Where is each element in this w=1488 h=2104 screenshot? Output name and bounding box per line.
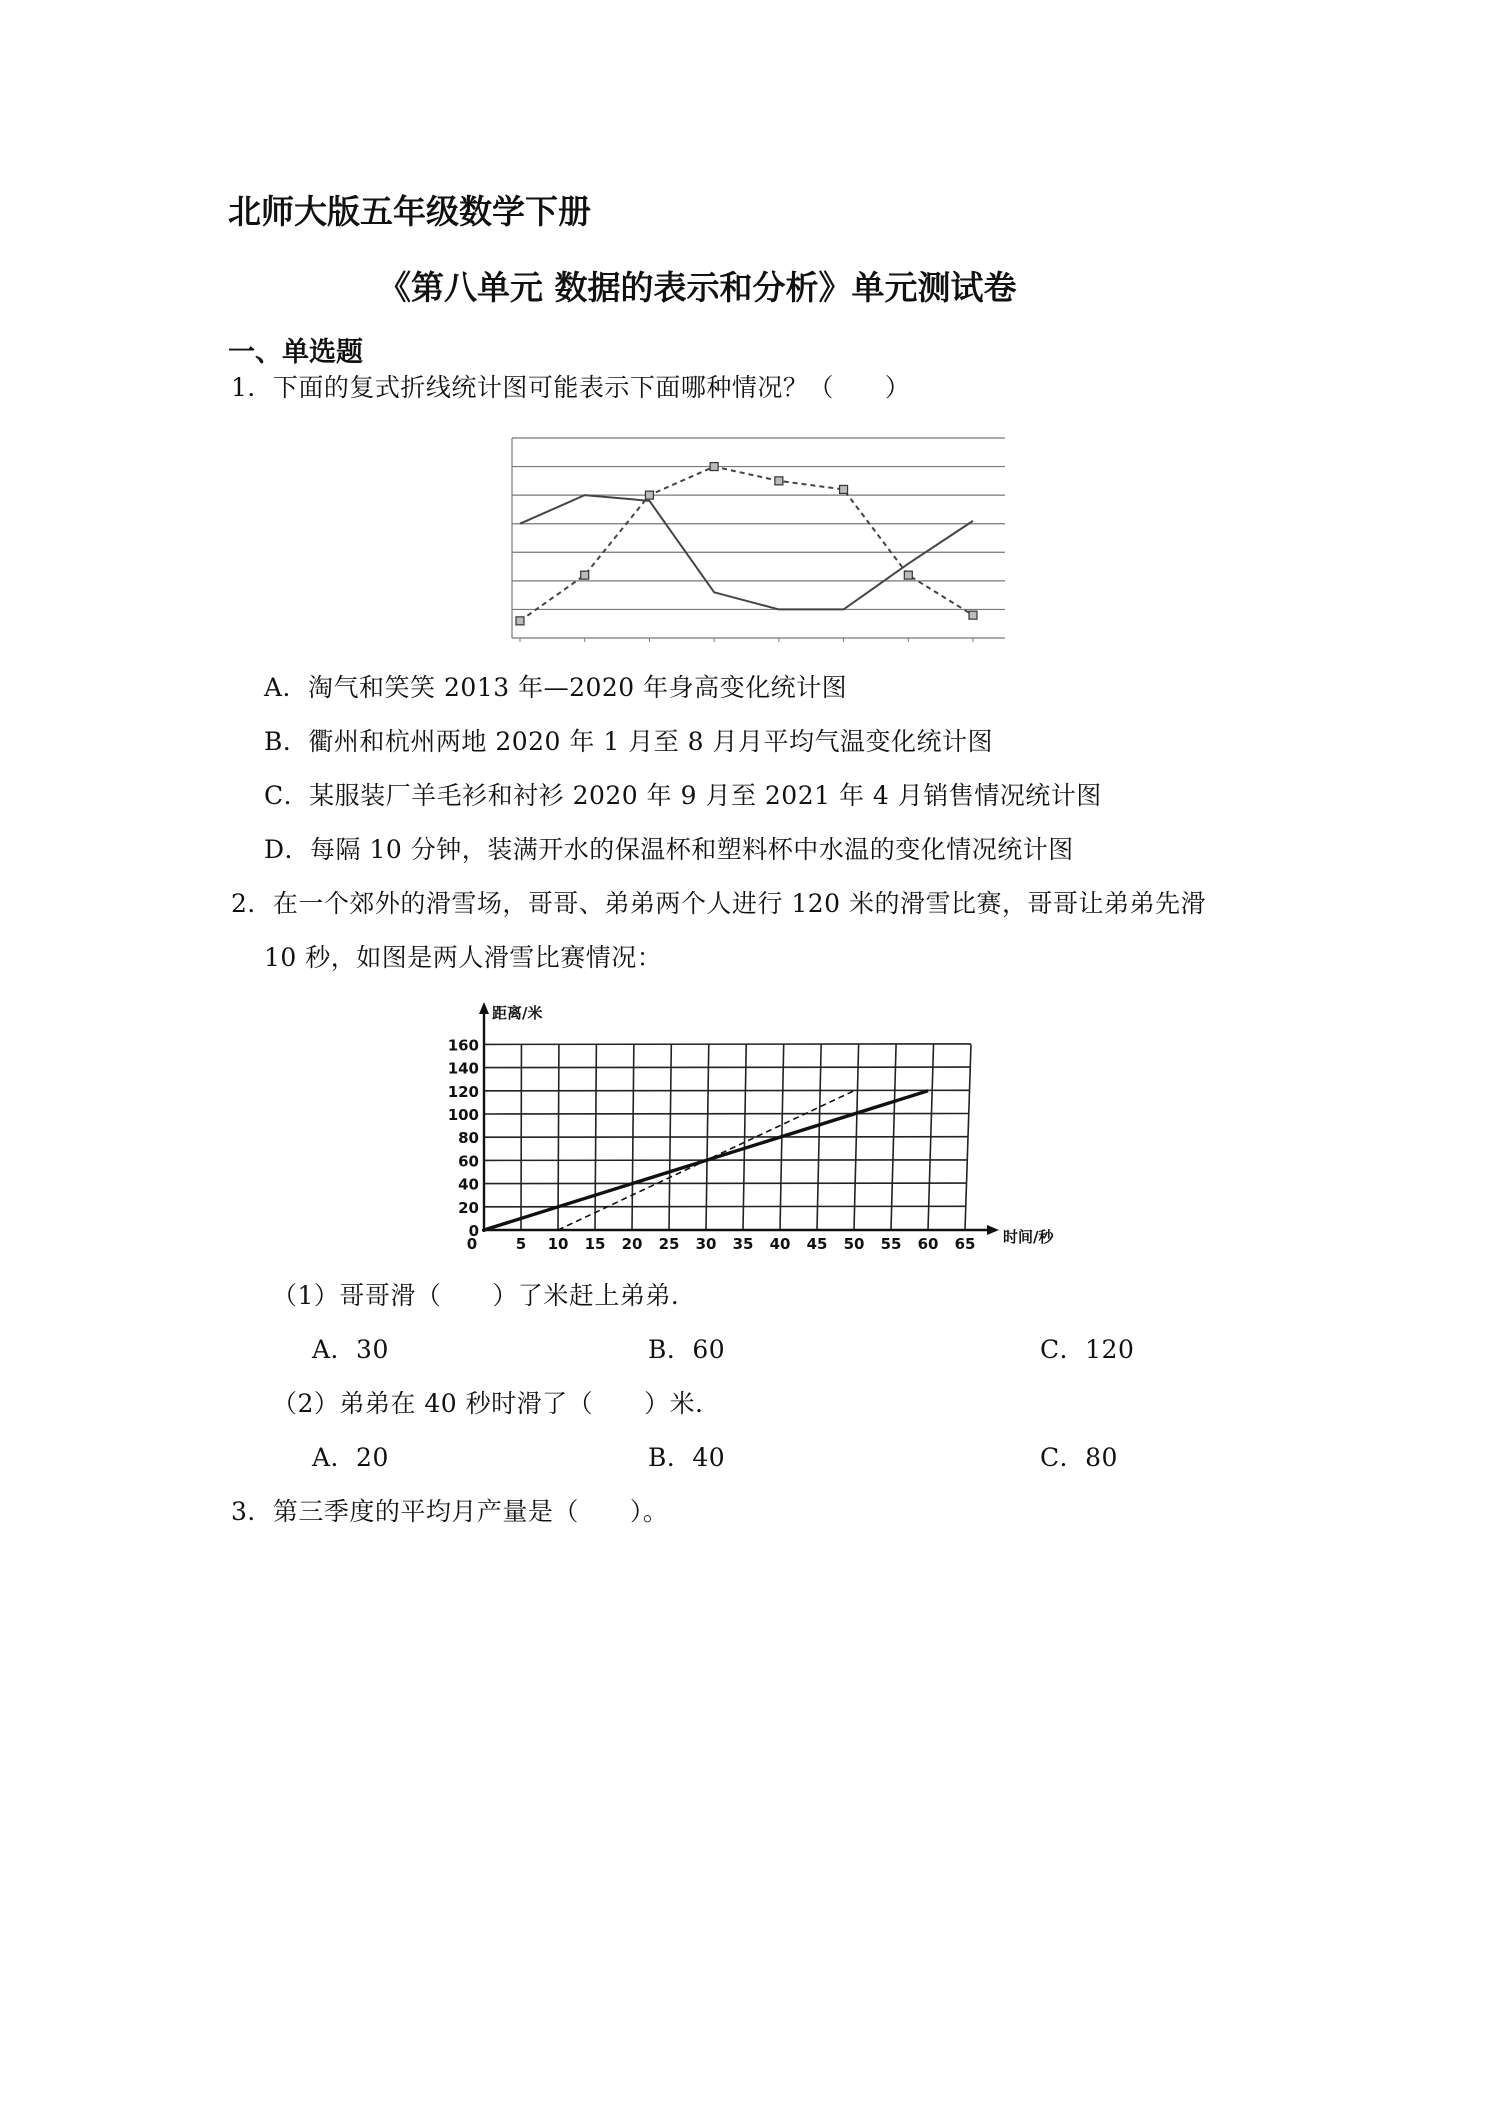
chart-2-ski-race bbox=[440, 990, 1080, 1260]
chart-2-y-tick-label: 0 bbox=[468, 1222, 479, 1240]
chart-2-x-tick-label: 55 bbox=[880, 1235, 902, 1253]
chart-2-x-tick-label: 10 bbox=[547, 1235, 569, 1253]
question-1-option-d[interactable]: D．每隔 10 分钟，装满开水的保温杯和塑料杯中水温的变化情况统计图 bbox=[264, 835, 1074, 864]
chart-2-x-tick-label: 65 bbox=[954, 1235, 976, 1253]
question-2-sub1-option-c[interactable]: C．120 bbox=[1040, 1335, 1135, 1364]
chart-2-y-axis-title: 距离/米 bbox=[492, 1004, 543, 1022]
question-2-sub2-option-a[interactable]: A．20 bbox=[312, 1443, 389, 1472]
chart-1-series-2-point bbox=[710, 463, 718, 471]
chart-2-x-axis-arrow bbox=[987, 1225, 999, 1235]
chart-1-series bbox=[516, 463, 977, 625]
chart-2-gridline-h bbox=[484, 1067, 970, 1068]
chart-1-series-2-line bbox=[520, 467, 973, 621]
chart-2-x-tick-label: 20 bbox=[621, 1235, 643, 1253]
chart-1-series-2-point bbox=[840, 485, 848, 493]
chart-1-series-2-point bbox=[904, 571, 912, 579]
chart-2-x-tick-label: 15 bbox=[584, 1235, 606, 1253]
chart-1-grid bbox=[512, 438, 1005, 642]
question-1-option-c[interactable]: C．某服装厂羊毛衫和衬衫 2020 年 9 月至 2021 年 4 月销售情况统计图 bbox=[264, 781, 1102, 810]
chart-1-series-2-point bbox=[969, 611, 977, 619]
chart-2-x-tick-label: 30 bbox=[695, 1235, 717, 1253]
chart-1-series-2-point bbox=[516, 617, 524, 625]
question-1-stem: 1．下面的复式折线统计图可能表示下面哪种情况？（ ） bbox=[231, 373, 911, 402]
chart-2-grid bbox=[484, 1044, 971, 1230]
chart-1-series-2-point bbox=[581, 571, 589, 579]
document-title: 北师大版五年级数学下册 bbox=[228, 192, 591, 231]
question-2-sub1-option-b[interactable]: B．60 bbox=[648, 1335, 726, 1364]
chart-2-gridline-h bbox=[484, 1137, 968, 1138]
chart-2-gridline-h bbox=[484, 1160, 967, 1161]
chart-2-y-tick-label: 100 bbox=[447, 1106, 479, 1124]
chart-2-y-tick-label: 40 bbox=[458, 1175, 479, 1194]
chart-2-x-tick-label: 50 bbox=[843, 1235, 865, 1253]
chart-2-y-tick-label: 160 bbox=[447, 1036, 479, 1055]
chart-2-x-axis-title: 时间/秒 bbox=[1003, 1228, 1054, 1246]
question-2-stem-line1: 2．在一个郊外的滑雪场，哥哥、弟弟两个人进行 120 米的滑雪比赛，哥哥让弟弟先滑 bbox=[231, 889, 1207, 918]
chart-2-y-tick-label: 60 bbox=[458, 1152, 479, 1171]
chart-2-x-tick-label: 25 bbox=[658, 1235, 680, 1253]
chart-2-y-axis-arrow bbox=[479, 1002, 489, 1014]
chart-1-series-2-point bbox=[645, 491, 653, 499]
chart-1-double-line bbox=[500, 430, 1020, 650]
chart-2-x-tick-label: 60 bbox=[917, 1235, 939, 1253]
chart-2-gridline-h bbox=[484, 1090, 970, 1091]
chart-2-x-tick-label: 0 bbox=[466, 1235, 478, 1253]
chart-2-y-tick-label: 80 bbox=[458, 1129, 479, 1148]
question-2-sub1-stem: （1）哥哥滑（ ）了米赶上弟弟． bbox=[272, 1281, 697, 1310]
chart-2-x-tick-label: 40 bbox=[769, 1235, 791, 1253]
chart-2-y-tick-label: 120 bbox=[447, 1082, 479, 1101]
question-2-sub2-option-b[interactable]: B．40 bbox=[648, 1443, 726, 1472]
chart-2-gridline-h bbox=[484, 1183, 967, 1184]
question-2-sub2-option-c[interactable]: C．80 bbox=[1040, 1443, 1118, 1472]
document-subtitle: 《第八单元 数据的表示和分析》单元测试卷 bbox=[378, 268, 1017, 307]
question-1-option-b[interactable]: B．衢州和杭州两地 2020 年 1 月至 8 月月平均气温变化统计图 bbox=[264, 727, 993, 756]
chart-2-gridline-h bbox=[484, 1044, 971, 1045]
chart-2-y-tick-label: 140 bbox=[447, 1059, 479, 1078]
question-2-sub2-stem: （2）弟弟在 40 秒时滑了（ ）米． bbox=[272, 1389, 721, 1418]
chart-2-axes bbox=[448, 1002, 1055, 1253]
chart-2-y-tick-label: 20 bbox=[458, 1198, 479, 1217]
chart-2-gridline-h bbox=[484, 1114, 969, 1115]
question-3-stem: 3．第三季度的平均月产量是（ ）。 bbox=[231, 1497, 669, 1526]
chart-2-x-tick-label: 35 bbox=[732, 1235, 754, 1253]
question-2-sub1-option-a[interactable]: A．30 bbox=[312, 1335, 389, 1364]
section-heading: 一、单选题 bbox=[228, 337, 363, 368]
chart-2-x-tick-label: 5 bbox=[515, 1235, 527, 1253]
question-2-stem-line2: 10 秒，如图是两人滑雪比赛情况： bbox=[264, 943, 663, 972]
question-1-option-a[interactable]: A．淘气和笑笑 2013 年—2020 年身高变化统计图 bbox=[264, 673, 848, 702]
chart-2-x-tick-label: 45 bbox=[806, 1235, 828, 1253]
chart-1-series-2-point bbox=[775, 477, 783, 485]
